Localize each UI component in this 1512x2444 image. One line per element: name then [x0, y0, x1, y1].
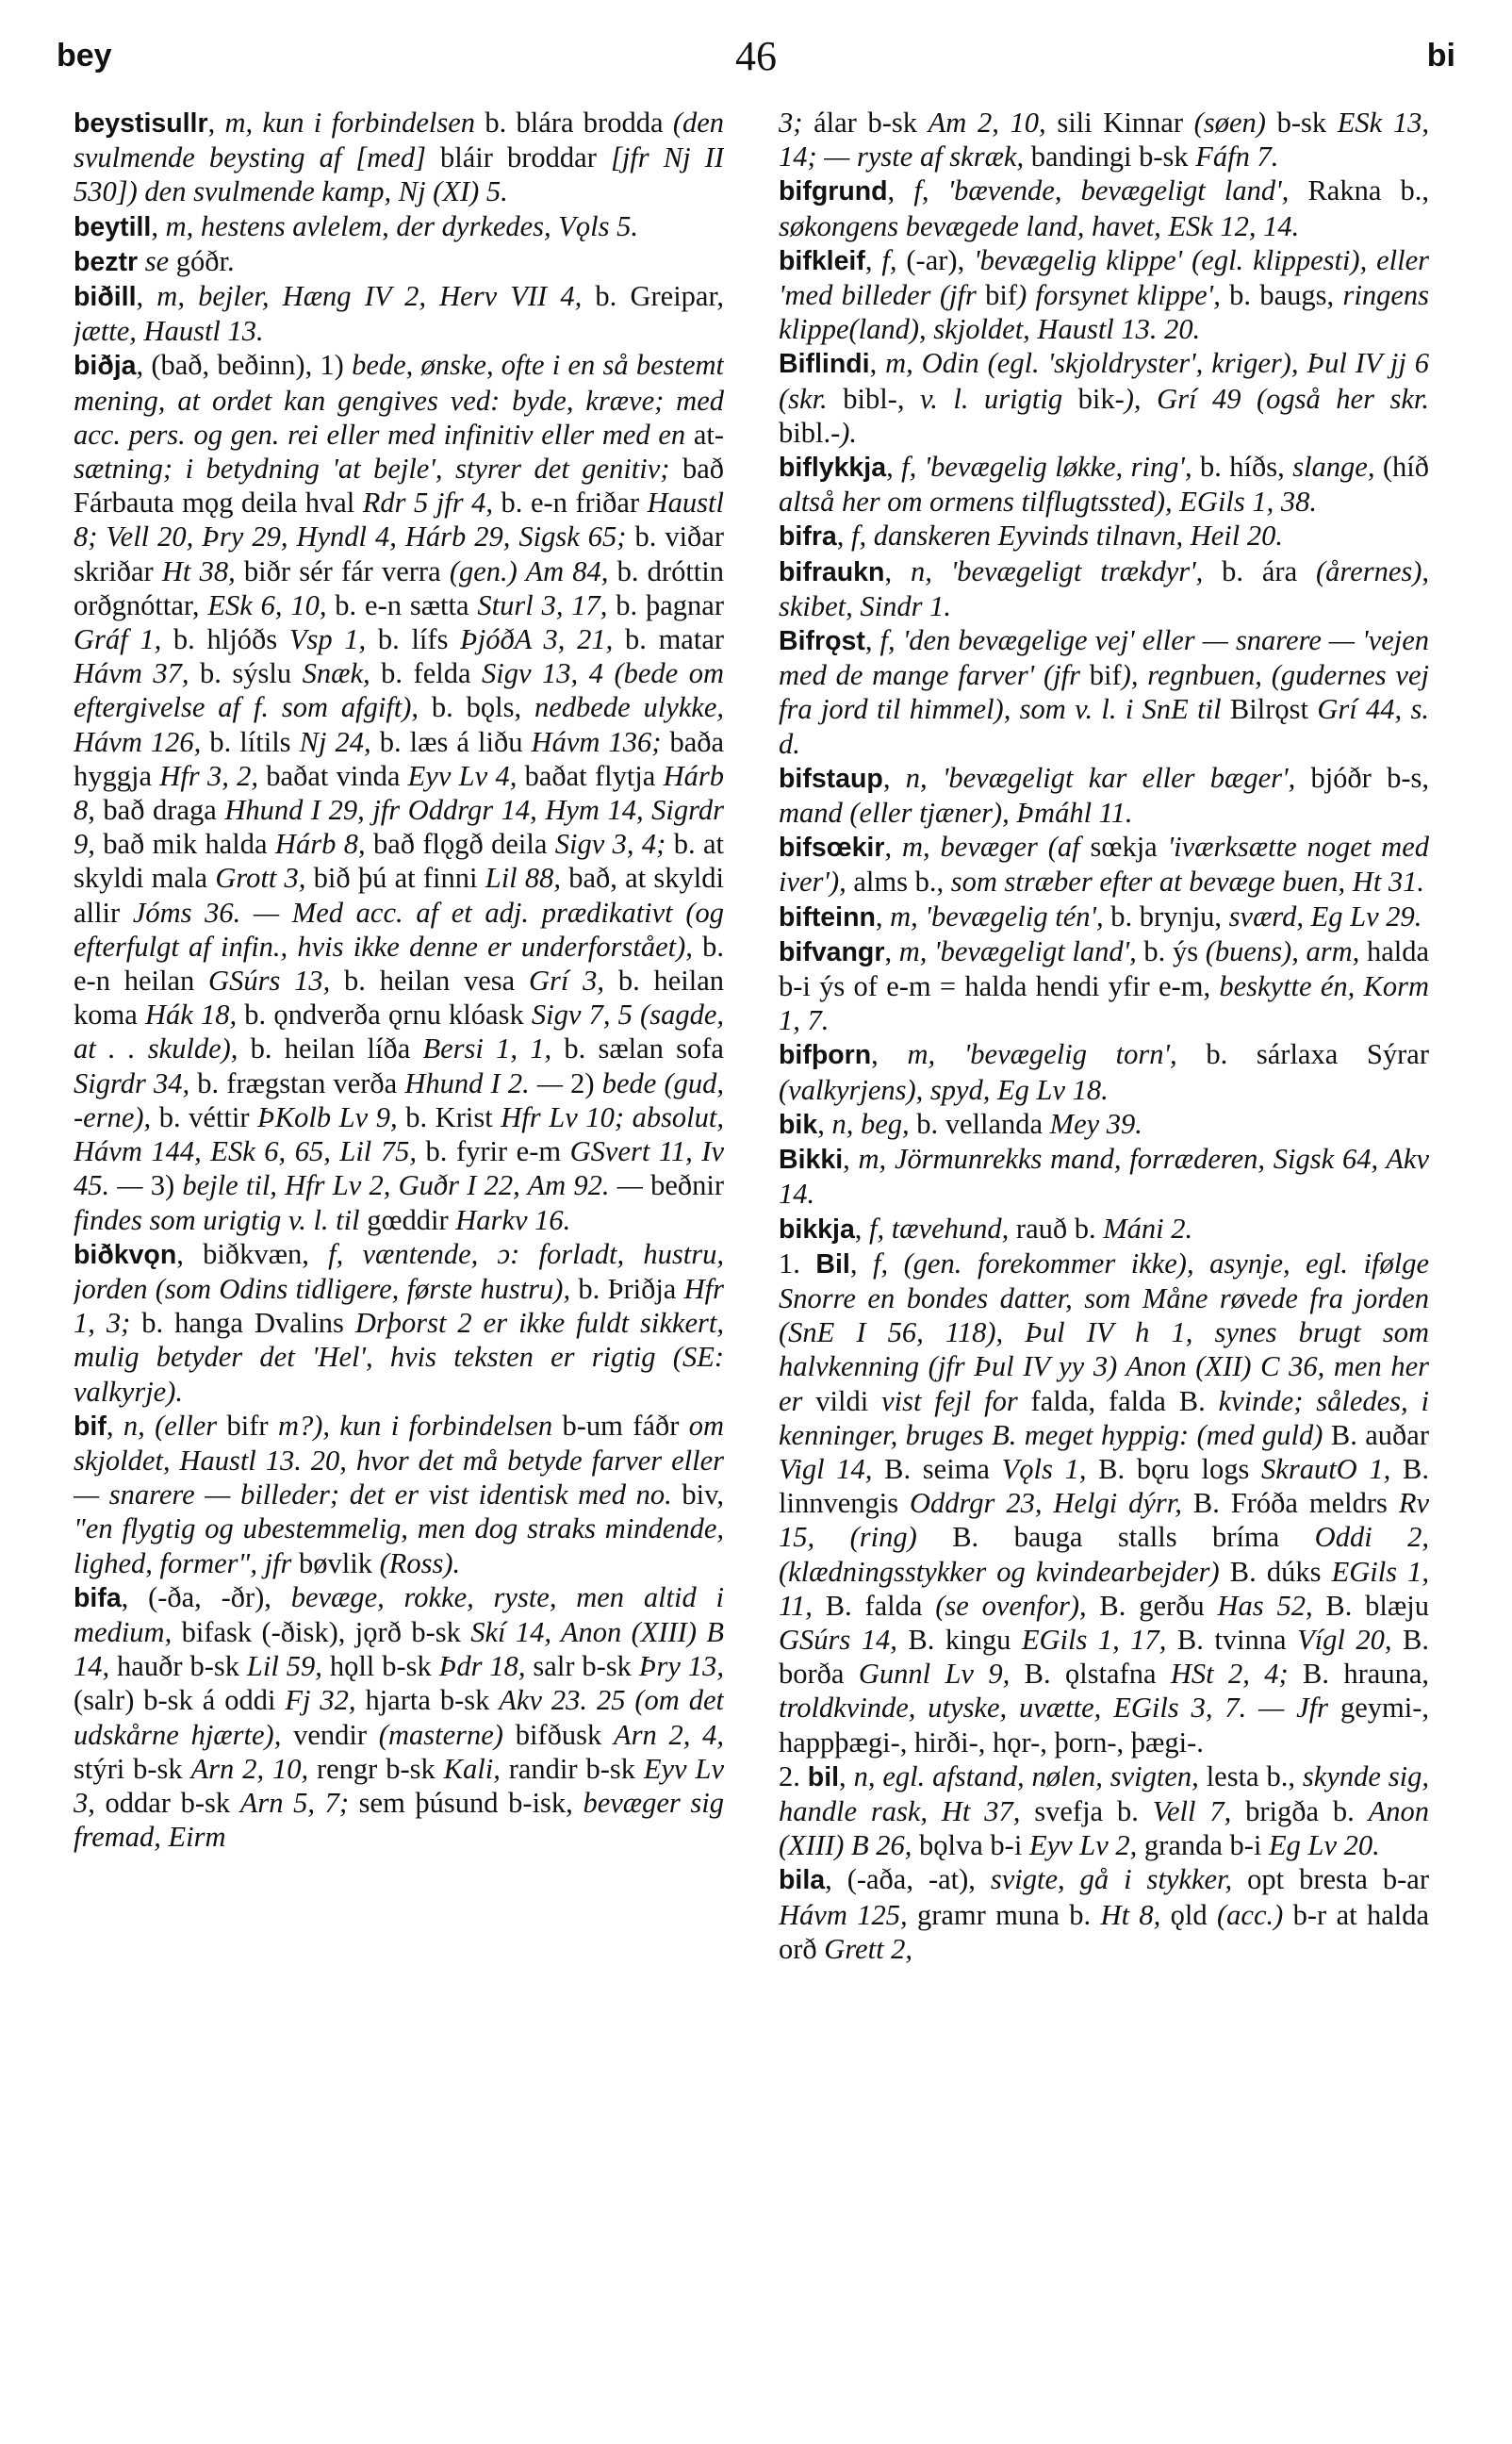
left-column-text: beystisullr, m, kun i forbindelsen b. blára brodda (den svulmende beysting af [med] bláir broddar [jfr Nj II 530]) den svulmende kamp, Nj (XI) 5. beytill, m, hestens avlelem, der dyrkedes, Vǫls 5. beztr se góðr. biðill, m, bejler, Hæng IV 2, Herv VII 4, b. Greipar, jætte, Haustl 13. biðja, (bað, beðinn), 1) bede, ønske, ofte i en så bestemt mening, at ordet kan gengives ved: byde, kræve; med acc. pers. og gen. rei eller med infinitiv eller med en at-sætning; i betydning 'at bejle', styrer det genitiv; bað Fárbauta mǫg deila hval Rdr 5 jfr 4, b. e-n friðar Haustl 8; Vell 20, Þry 29, Hyndl 4, Hárb 29, Sigsk 65; b. viðar skriðar Ht 38, biðr sér fár verra (gen.) Am 84, b. dróttin orðgnóttar, ESk 6, 10, b. e-n sætta Sturl 3, 17, b. þagnar Gráf 1, b. hljóðs Vsp 1, b. lífs ÞjóðA 3, 21, b. matar Hávm 37, b. sýslu Snæk, b. felda Sigv 13, 4 (bede om eftergivelse af f. som afgift), b. bǫls, nedbede ulykke, Hávm 126, b. lítils Nj 24, b. læs á liðu Hávm 136; baða hyggja Hfr 3, 2, baðat vinda Eyv Lv 4, baðat flytja Hárb 8, bað draga Hhund I 29, jfr Oddrgr 14, Hym 14, Sigrdr 9, bað mik halda Hárb 8, bað flǫgð deila Sigv 3, 4; b. at skyldi mala Grott 3, bið þú at finni Lil 88, bað, at skyldi allir Jóms 36. — Med acc. af et adj. prædikativt (og efterfulgt af infin., hvis ikke denne er underforstået), b. e-n heilan GSúrs 13, b. heilan vesa Grí 3, b. heilan koma Hák 18, b. ǫndverða ǫrnu klóask Sigv 7, 5 (sagde, at . . skulde), b. heilan líða Bersi 1, 1, b. sælan sofa Sigrdr 34, b. frægstan verða Hhund I 2. — 2) bede (gud, -erne), b. véttir ÞKolb Lv 9, b. Krist Hfr Lv 10; absolut, Hávm 144, ESk 6, 65, Lil 75, b. fyrir e-m GSvert 11, Iv 45. — 3) bejle til, Hfr Lv 2, Guðr I 22, Am 92. — beðnir findes som urigtig v. l. til gœddir Harkv 16. biðkvǫn, biðkvæn, f, væntende, ɔ: forladt, hustru, jorden (som Odins tidligere, første hustru), b. Þriðja Hfr 1, 3; b. hanga Dvalins Drþorst 2 er ikke fuldt sikkert, mulig betyder det 'Hel', hvis teksten er rigtig (SE: valkyrje). bif, n, (eller bifr m?), kun i forbindelsen b-um fáðr om skjoldet, Haustl 13. 20, hvor det må betyde farver eller — snarere — billeder; det er vist identisk med no. biv, "en flygtig og ubestemmelig, men dog straks mindende, lighed, former", jfr bøvlik (Ross). bifa, (-ða, -ðr), bevæge, rokke, ryste, men altid i medium, bifask (-ðisk), jǫrð b-sk Skí 14, Anon (XIII) B 14, hauðr b-sk Lil 59, hǫll b-sk Þdr 18, salr b-sk Þry 13, (salr) b-sk á oddi Fj 32, hjarta b-sk Akv 23. 25 (om det udskårne hjærte), vendir (masterne) bifðusk Arn 2, 4, stýri b-sk Arn 2, 10, rengr b-sk Kali, randir b-sk Eyv Lv 3, oddar b-sk Arn 5, 7; sem þúsund b-isk, bevæger sig fremad, Eirm: [74, 107, 724, 1854]
running-header: [57, 28, 1455, 94]
left-column: [74, 106, 724, 2406]
header-right-guideword: bi: [1426, 38, 1455, 74]
right-column: [779, 106, 1429, 2406]
page-number: 46: [735, 33, 777, 79]
right-column-text: 3; álar b-sk Am 2, 10, sili Kinnar (søen) b-sk ESk 13, 14; — ryste af skræk, bandingi b-sk Fáfn 7. bifgrund, f, 'bævende, bevægeligt land', Rakna b., søkongens bevægede land, havet, ESk 12, 14. bifkleif, f, (-ar), 'bevægelig klippe' (egl. klippesti), eller 'med billeder (jfr bif) forsynet klippe', b. baugs, ringens klippe(land), skjoldet, Haustl 13. 20. Biflindi, m, Odin (egl. 'skjoldryster', kriger), Þul IV jj 6 (skr. bibl-, v. l. urigtig bik-), Grí 49 (også her skr. bibl.-). biflykkja, f, 'bevægelig løkke, ring', b. híðs, slange, (híð altså her om ormens tilflugtssted), EGils 1, 38. bifra, f, danskeren Eyvinds tilnavn, Heil 20. bifraukn, n, 'bevægeligt trækdyr', b. ára (årernes), skibet, Sindr 1. Bifrǫst, f, 'den bevægelige vej' eller — snarere — 'vejen med de mange farver' (jfr bif), regnbuen, (gudernes vej fra jord til himmel), som v. l. i SnE til Bilrǫst Grí 44, s. d. bifstaup, n, 'bevægeligt kar eller bæger', bjóðr b-s, mand (eller tjæner), Þmáhl 11. bifsœkir, m, bevæger (af sœkja 'iværksætte noget med iver'), alms b., som stræber efter at bevæge buen, Ht 31. bifteinn, m, 'bevægelig tén', b. brynju, sværd, Eg Lv 29. bifvangr, m, 'bevægeligt land', b. ýs (buens), arm, halda b-i ýs of e-m = halda hendi yfir e-m, beskytte én, Korm 1, 7. bifþorn, m, 'bevægelig torn', b. sárlaxa Sýrar (valkyrjens), spyd, Eg Lv 18. bik, n, beg, b. vellanda Mey 39. Bikki, m, Jörmunrekks mand, forræderen, Sigsk 64, Akv 14. bikkja, f, tævehund, rauð b. Máni 2. 1. Bil, f, (gen. forekommer ikke), asynje, egl. ifølge Snorre en bondes datter, som Måne røvede fra jorden (SnE I 56, 118), Þul IV h 1, synes brugt som halvkenning (jfr Þul IV yy 3) Anon (XII) C 36, men her er vildi vist fejl for falda, falda B. kvinde; således, i kenninger, bruges B. meget hyppig: (med guld) B. auðar Vigl 14, B. seima Vǫls 1, B. bǫru logs SkrautO 1, B. linnvengis Oddrgr 23, Helgi dýrr, B. Fróða meldrs Rv 15, (ring) B. bauga stalls bríma Oddi 2, (klædningsstykker og kvindearbejder) B. dúks EGils 1, 11, B. falda (se ovenfor), B. gerðu Has 52, B. blæju GSúrs 14, B. kingu EGils 1, 17, B. tvinna Vígl 20, B. borða Gunnl Lv 9, B. ǫlstafna HSt 2, 4; B. hrauna, troldkvinde, utyske, uvætte, EGils 3, 7. — Jfr geymi-, happþægi-, hirði-, hǫr-, þorn-, þægi-. 2. bil, n, egl. afstand, nølen, svigten, lesta b., skynde sig, handle rask, Ht 37, svefja b. Vell 7, brigða b. Anon (XIII) B 26, bǫlva b-i Eyv Lv 2, granda b-i Eg Lv 20. bila, (-aða, -at), svigte, gå i stykker, opt bresta b-ar Hávm 125, gramr muna b. Ht 8, ǫld (acc.) b-r at halda orð Grett 2,: [779, 107, 1429, 1965]
header-left-guideword: bey: [57, 38, 112, 74]
